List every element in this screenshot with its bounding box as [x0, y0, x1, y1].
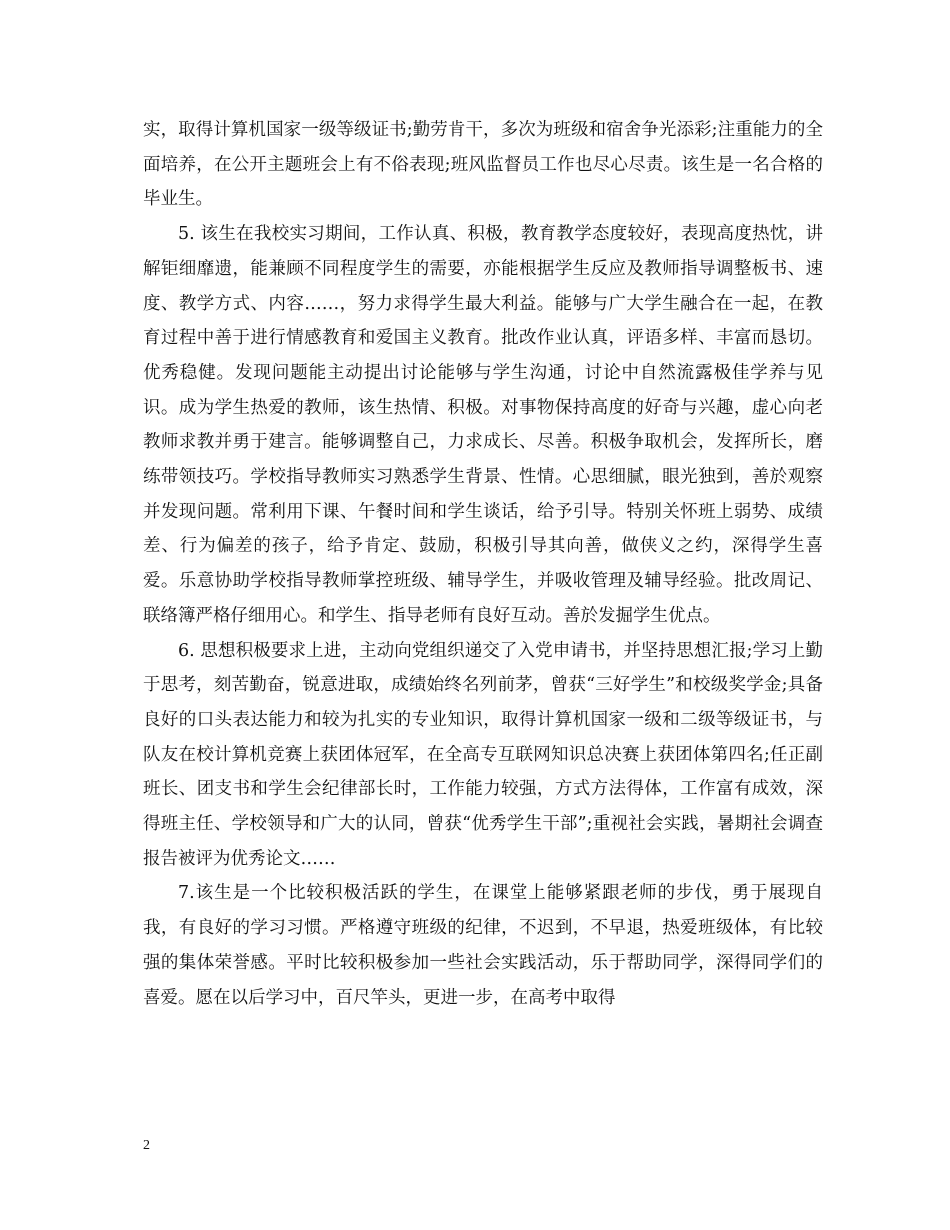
page-number: 2 — [143, 1138, 150, 1153]
paragraph-continuation: 实，取得计算机国家一级等级证书;勤劳肯干，多次为班级和宿舍争光添彩;注重能力的全面培养，在公开主题班会上有不俗表现;班风监督员工作也尽心尽责。该生是一名合格的毕业生。 — [143, 120, 823, 210]
document-body — [143, 113, 823, 1015]
paragraph-item-6: 6. 思想积极要求上进，主动向党组织递交了入党申请书，并坚持思想汇报;学习上勤于思考，刻苦勤奋，锐意进取，成绩始终名列前茅，曾获“三好学生”和校级奖学金;具备良好的口头表达能力和较为扎实的专业知识，取得计算机国家一级和二级等级证书，与队友在校计算机竞赛上获团体冠军，在全高专互联网知识总决赛上获团体第四名;任正副班长、团支书和学生会纪律部长时，工作能力较强，方式方法得体，工作富有成效，深得班主任、学校领导和广大的认同，曾获“优秀学生干部”;重视社会实践，暑期社会调查报告被评为优秀论文…… — [143, 640, 823, 869]
paragraph-item-7: 7.该生是一个比较积极活跃的学生，在课堂上能够紧跟老师的步伐，勇于展现自我，有良好的学习习惯。严格遵守班级的纪律，不迟到，不早退，热爱班级体，有比较强的集体荣誉感。平时比较积极参加一些社会实践活动，乐于帮助同学，深得同学们的喜爱。愿在以后学习中，百尺竿头，更进一步，在高考中取得 — [143, 883, 823, 1008]
paragraph-item-5: 5. 该生在我校实习期间，工作认真、积极，教育教学态度较好，表现高度热忱，讲解钜细靡遗，能兼顾不同程度学生的需要，亦能根据学生反应及教师指导调整板书、速度、教学方式、内容……，努力求得学生最大利益。能够与广大学生融合在一起，在教育过程中善于进行情感教育和爱国主义教育。批改作业认真，评语多样、丰富而恳切。优秀稳健。发现问题能主动提出讨论能够与学生沟通，讨论中自然流露极佳学养与见识。成为学生热爱的教师，该生热情、积极。对事物保持高度的好奇与兴趣，虚心向老教师求教并勇于建言。能够调整自己，力求成长、尽善。积极争取机会，发挥所长，磨练带领技巧。学校指导教师实习熟悉学生背景、性情。心思细腻，眼光独到，善於观察并发现问题。常利用下课、午餐时间和学生谈话，给予引导。特别关怀班上弱势、成绩差、行为偏差的孩子，给予肯定、鼓励，积极引导其向善，做侠义之约，深得学生喜爱。乐意协助学校指导教师掌控班级、辅导学生，并吸收管理及辅导经验。批改周记、联络簿严格仔细用心。和学生、指导老师有良好互动。善於发掘学生优点。 — [143, 224, 823, 626]
